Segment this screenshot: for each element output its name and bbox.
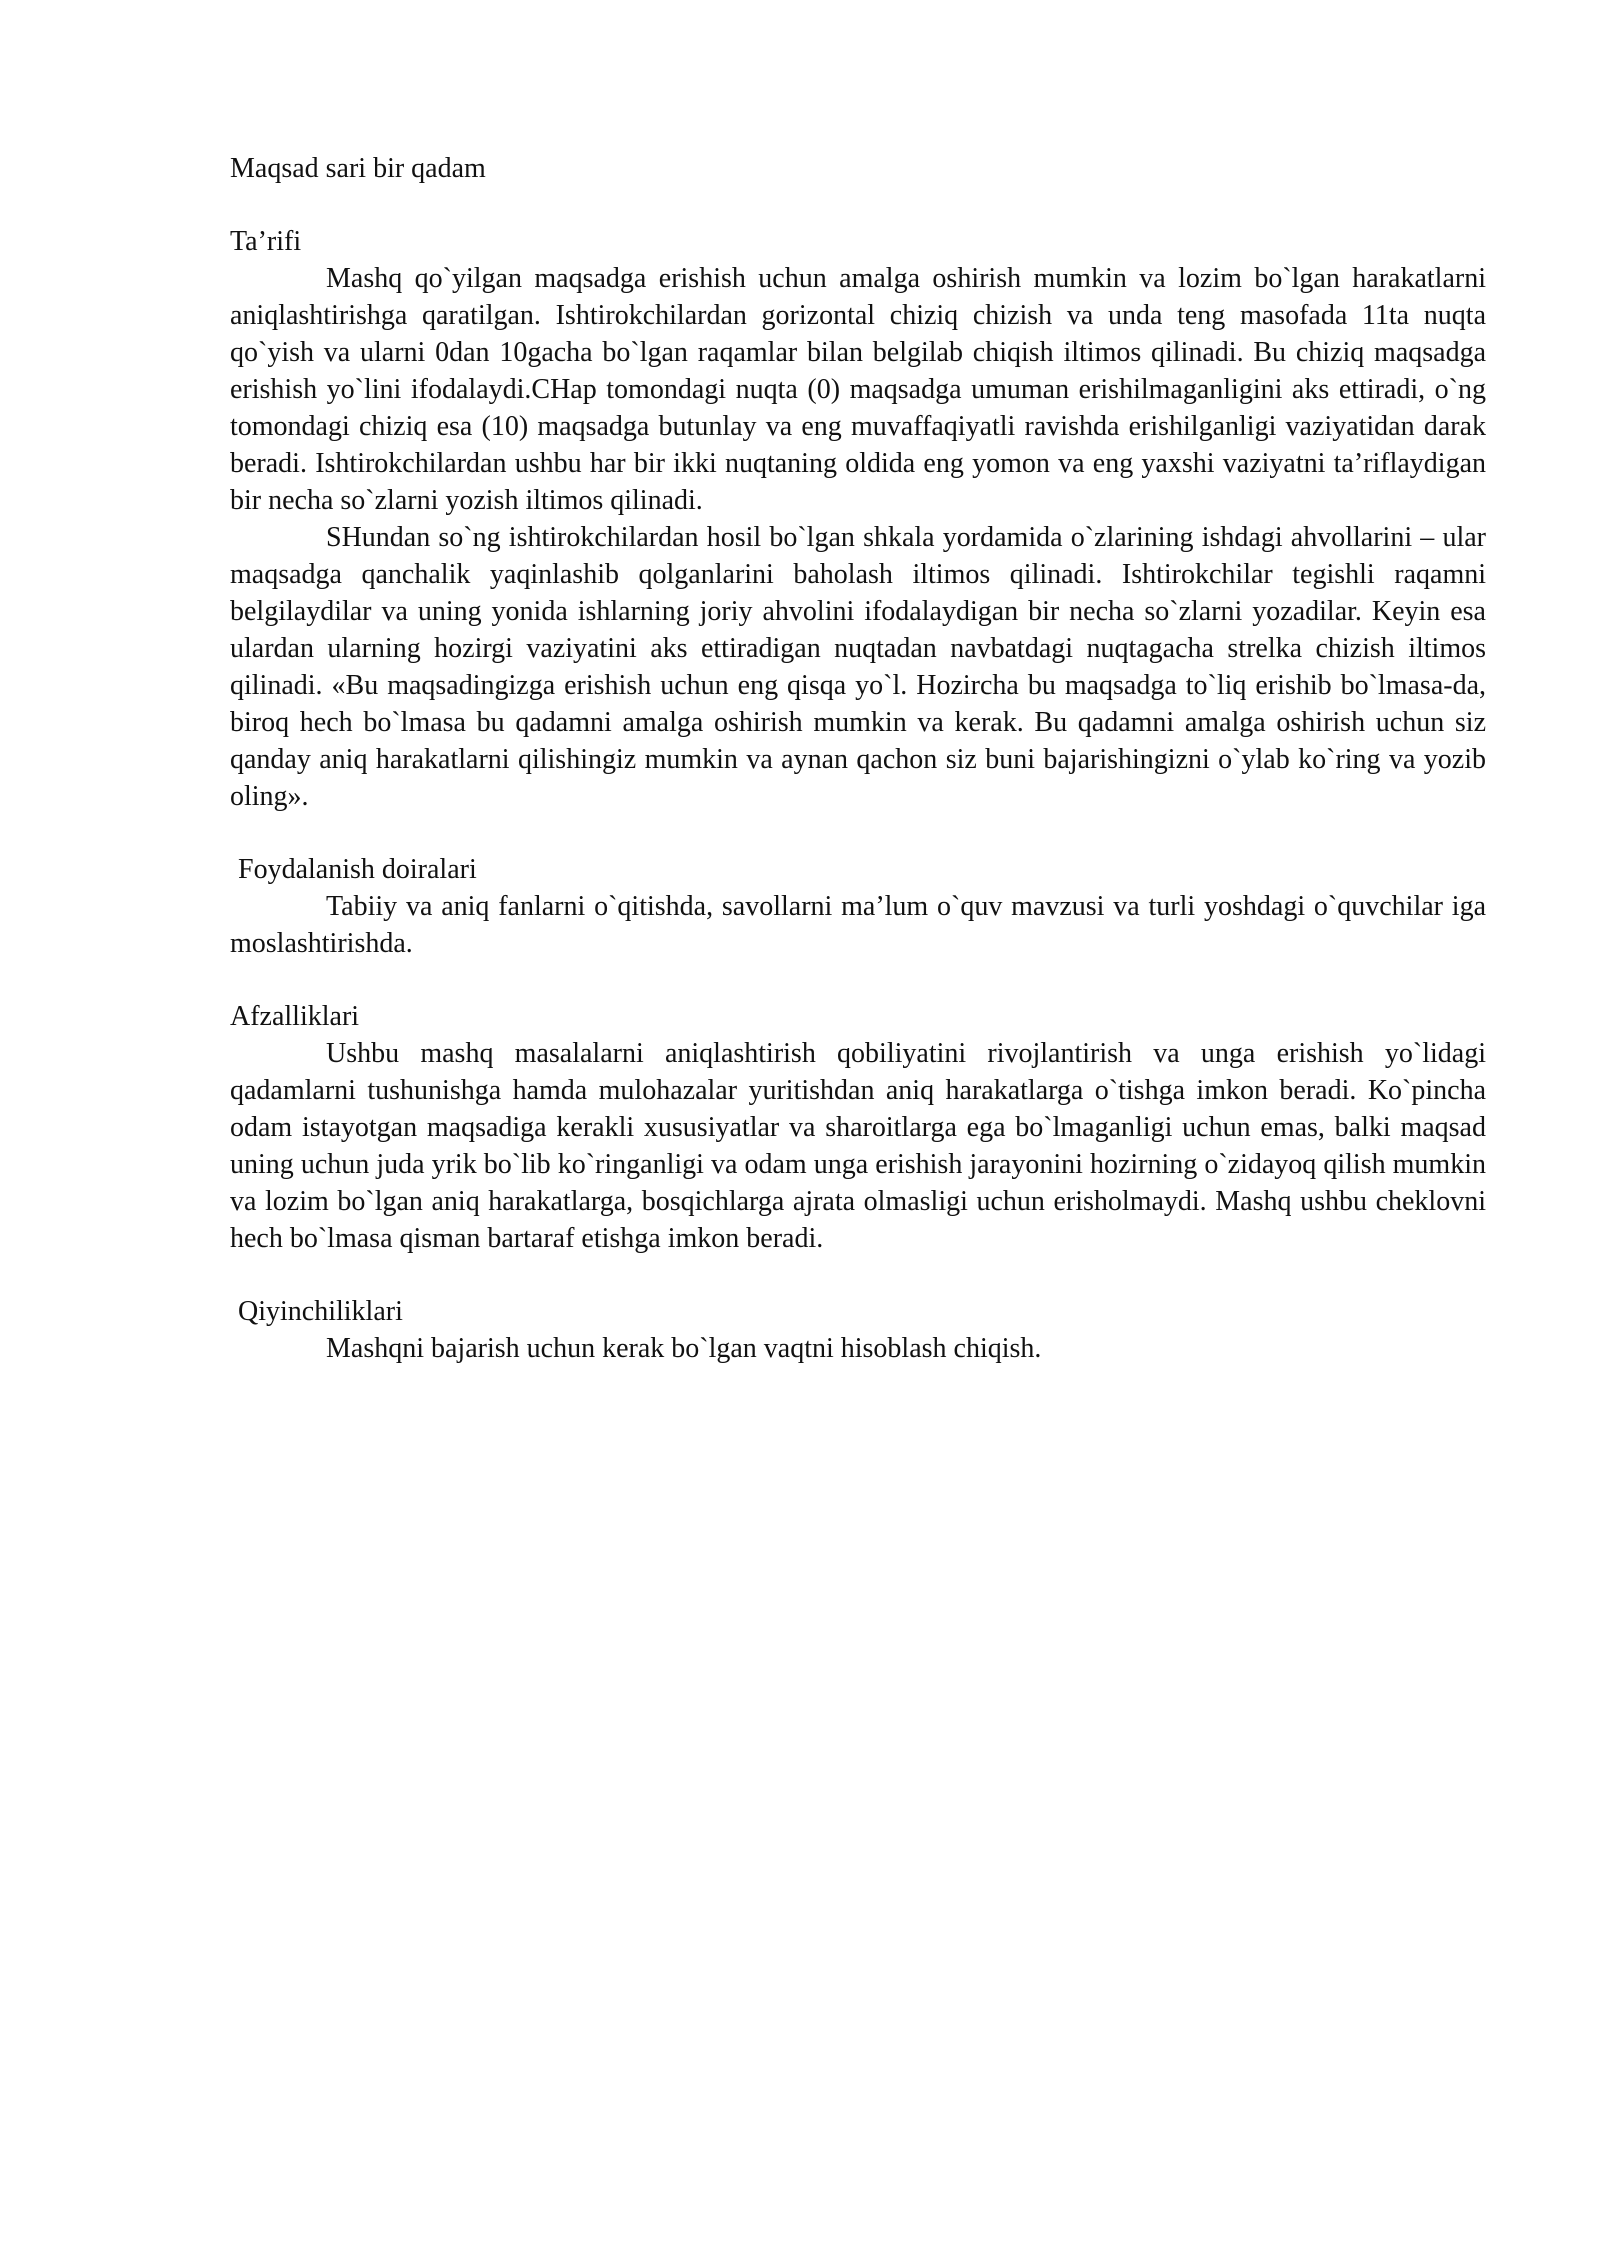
section-heading-tarifi: Ta’rifi	[230, 226, 302, 257]
section-heading-qiyinchiliklari: Qiyinchiliklari	[238, 1296, 403, 1327]
document-title: Maqsad sari bir qadam	[230, 153, 486, 184]
paragraph-qiyinchiliklari-1: Mashqni bajarish uchun kerak bo`lgan vaqtni hisoblash chiqish.	[326, 1333, 1042, 1364]
section-afzalliklari	[230, 998, 1486, 1257]
section-heading-afzalliklari: Afzalliklari	[230, 1001, 360, 1032]
paragraph-foydalanish-1: Tabiiy va aniq fanlarni o`qitishda, savollarni ma’lum o`quv mavzusi va turli yoshdagi o`quvchilar iga moslashtirishda.	[230, 891, 1486, 959]
paragraph-tarifi-2: SHundan so`ng ishtirokchilardan hosil bo`lgan shkala yordamida o`zlarining ishdagi ahvollarini – ular maqsadga qanchalik yaqinlashib qolganlarini baholash iltimos qilinadi. Ishtirokchilar tegishli raqamni belgilaydilar va uning yonida ishlarning joriy ahvolini ifodalaydigan bir necha so`zlarni yozadilar. Keyin esa ulardan ularning hozirgi vaziyatini aks ettiradigan nuqtadan navbatdagi nuqtagacha strelka chizish iltimos qilinadi. «Bu maqsadingizga erishish uchun eng qisqa yo`l. Hozircha bu maqsadga to`liq erishib bo`lmasa-da, biroq hech bo`lmasa bu qadamni amalga oshirish mumkin va kerak. Bu qadamni amalga oshirish uchun siz qanday aniq harakatlarni qilishingiz mumkin va aynan qachon siz buni bajarishingizni o`ylab ko`ring va yozib oling».	[230, 522, 1486, 812]
section-foydalanish	[230, 851, 1486, 962]
paragraph-afzalliklari-1: Ushbu mashq masalalarni aniqlashtirish qobiliyatini rivojlantirish va unga erishish yo`lidagi qadamlarni tushunishga hamda mulohazalar yuritishdan aniq harakatlarga o`tishga imkon beradi. Ko`pincha odam istayotgan maqsadiga kerakli xususiyatlar va sharoitlarga ega bo`lmaganligi uchun emas, balki maqsad uning uchun juda yrik bo`lib ko`ringanligi va odam unga erishish jarayonini hozirning o`zidayoq qilish mumkin va lozim bo`lgan aniq harakatlarga, bosqichlarga ajrata olmasligi uchun erisholmaydi. Mashq ushbu cheklovni hech bo`lmasa qisman bartaraf etishga imkon beradi.	[230, 1038, 1486, 1254]
section-heading-foydalanish: Foydalanish doiralari	[238, 854, 477, 885]
paragraph-tarifi-1: Mashq qo`yilgan maqsadga erishish uchun amalga oshirish mumkin va lozim bo`lgan harakatlarni aniqlashtirishga qaratilgan. Ishtirokchilardan gorizontal chiziq chizish va unda teng masofada 11ta nuqta qo`yish va ularni 0dan 10gacha bo`lgan raqamlar bilan belgilab chiqish iltimos qilinadi. Bu chiziq maqsadga erishish yo`lini ifodalaydi.CHap tomondagi nuqta (0) maqsadga umuman erishilmaganligini aks ettiradi, o`ng tomondagi chiziq esa (10) maqsadga butunlay va eng muvaffaqiyatli ravishda erishilganligi vaziyatidan darak beradi. Ishtirokchilardan ushbu har bir ikki nuqtaning oldida eng yomon va eng yaxshi vaziyatni ta’riflaydigan bir necha so`zlarni yozish iltimos qilinadi.	[230, 263, 1486, 516]
section-qiyinchiliklari	[230, 1293, 1486, 1367]
document-page	[230, 150, 1486, 1403]
section-tarifi	[230, 223, 1486, 815]
